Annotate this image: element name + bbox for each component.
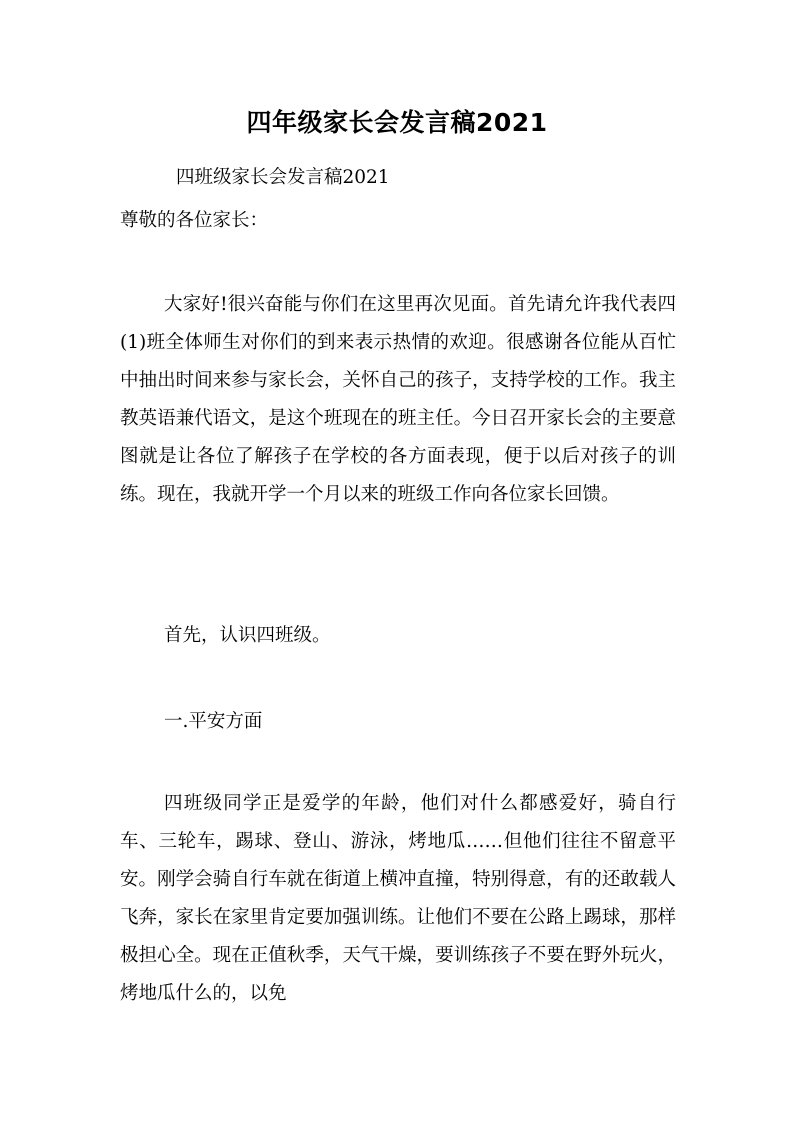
paragraph-intro-class: 首先，认识四班级。 — [164, 625, 331, 646]
document-subtitle: 四班级家长会发言稿2021 — [176, 167, 390, 188]
paragraph-safety: 四班级同学正是爱学的年龄，他们对什么都感爱好，骑自行车、三轮车，踢球、登山、游泳，烤地瓜……但他们往往不留意平安。刚学会骑自行车就在街道上横冲直撞，特别得意，有的还敢载人飞奔，家长在家里肯定要加强训练。让他们不要在公路上踢球，那样极担心全。现在正值秋季，天气干燥，要训练孩子不要在野外玩火，烤地瓜什么的，以免 — [120, 793, 676, 1004]
paragraph-welcome: 大家好!很兴奋能与你们在这里再次见面。首先请允许我代表四(1)班全体师生对你们的到来表示热情的欢迎。很感谢各位能从百忙中抽出时间来参与家长会，关怀自己的孩子，支持学校的工作。我主教英语兼代语文，是这个班现在的班主任。今日召开家长会的主要意图就是让各位了解孩子在学校的各方面表现，便于以后对孩子的训练。现在，我就开学一个月以来的班级工作向各位家长回馈。 — [120, 294, 676, 505]
document-title: 四年级家长会发言稿2021 — [246, 108, 548, 137]
section-heading-safety: 一.平安方面 — [164, 711, 263, 732]
greeting-line: 尊敬的各位家长： — [120, 210, 269, 231]
